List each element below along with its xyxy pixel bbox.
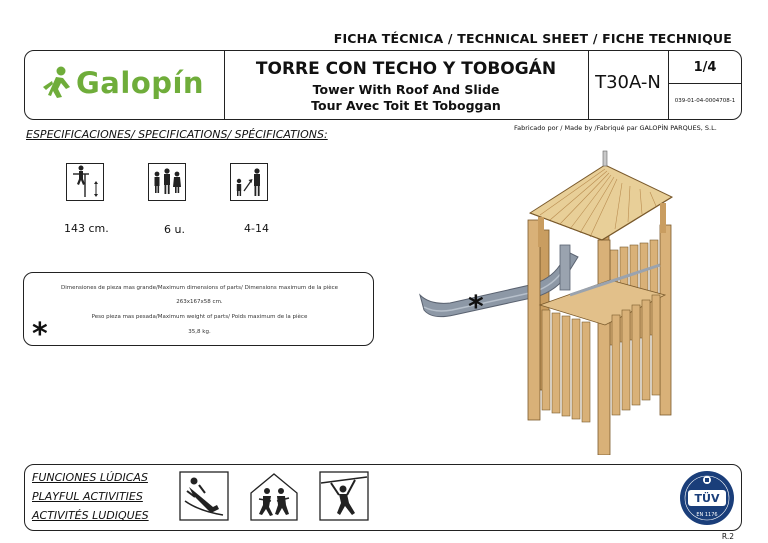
slide-activity-icon — [179, 471, 229, 521]
logo-wordmark: Galopín — [76, 66, 205, 100]
sheet-title: FICHA TÉCNICA / TECHNICAL SHEET / FICHE TECHNIQUE — [333, 31, 732, 46]
climbing-activity-icon — [319, 471, 369, 521]
page-divider — [668, 83, 742, 84]
product-subtitle-en: Tower With Roof And Slide — [312, 82, 500, 97]
functions-heading-fr: ACTIVITÉS LUDIQUES — [32, 509, 149, 522]
social-play-icon — [249, 471, 299, 521]
users-value: 6 u. — [164, 223, 185, 236]
max-dimensions-value: 263x167x58 cm. — [176, 299, 223, 305]
dimensions-asterisk: * — [32, 317, 48, 352]
page-number: 1/4 — [693, 60, 717, 75]
specifications-heading: ESPECIFICACIONES/ SPECIFICATIONS/ SPÉCIFICATIONS: — [26, 128, 328, 141]
revision-label: R.2 — [721, 532, 734, 541]
fall-height-icon — [66, 163, 104, 201]
product-reference: T30A-N — [595, 72, 661, 93]
users-icon — [148, 163, 186, 201]
tower-with-slide-illustration — [410, 145, 700, 455]
dimensions-box — [23, 272, 374, 346]
company-logo — [40, 63, 204, 103]
fall-height-value: 143 cm. — [64, 222, 109, 235]
document-code: 039-01-04-0004708-1 — [674, 98, 736, 104]
product-title: TORRE CON TECHO Y TOBOGÁN — [255, 59, 557, 79]
product-subtitle-fr: Tour Avec Toit Et Toboggan — [311, 98, 501, 113]
functions-heading-es: FUNCIONES LÚDICAS — [32, 471, 148, 484]
tuv-badge-icon — [679, 468, 735, 528]
max-weight-label: Peso pieza mas pesada/Maximum weight of parts/ Poids maximum de la pièce — [91, 314, 308, 320]
max-dimensions-label: Dimensiones de pieza mas grande/Maximum dimensions of parts/ Dimensions maximum de la pièce — [60, 285, 339, 291]
logo-figure-icon — [40, 65, 76, 101]
max-weight-value: 35,8 kg. — [188, 329, 211, 335]
age-range-value: 4-14 — [244, 222, 269, 235]
illustration-asterisk: * — [468, 290, 484, 325]
age-range-icon — [230, 163, 268, 201]
manufacturer-line: Fabricado por / Made by /Fabriqué par GALOPÍN PARQUES, S.L. — [514, 124, 717, 132]
functions-heading-en: PLAYFUL ACTIVITIES — [32, 490, 143, 503]
tuv-label: TÜV — [694, 492, 720, 505]
tuv-standard: EN 1176 — [696, 512, 718, 518]
